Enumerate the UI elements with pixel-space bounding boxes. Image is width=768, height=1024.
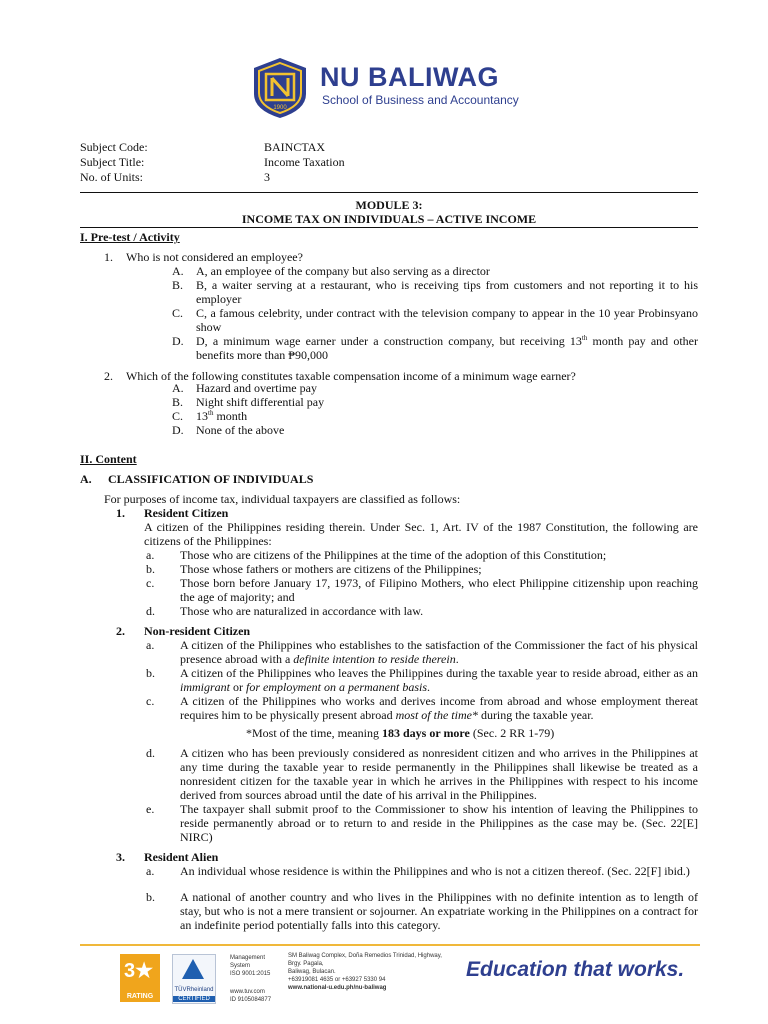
list-item: c. Those born before January 17, 1973, of Filipino Mothers, who elect Philippine citizenship upon reaching the age of majority; and: [146, 576, 698, 604]
option-letter: A.: [172, 264, 184, 278]
option: [172, 395, 698, 409]
question-text: Who is not considered an employee?: [126, 250, 303, 264]
option: [172, 278, 698, 306]
list-item: c. A citizen of the Philippines who works and derives income from abroad and whose employment thereat requires him to be physically present abroad most of the time* during the taxable year.: [146, 694, 698, 722]
meta-value: Income Taxation: [264, 155, 345, 169]
meta-row: [80, 140, 345, 155]
option-text: Night shift differential pay: [196, 395, 325, 409]
list-item: b. A national of another country and who lives in the Philippines with no definite intention as to length of stay, but who is not a mere transient or sojourner. An expatriate working in the Philippines on a contract for an indefinite period potentially falls into this category.: [146, 890, 698, 932]
meta-value: 3: [264, 170, 270, 184]
option-letter: C.: [172, 409, 184, 423]
brand-tagline: School of Business and Accountancy: [322, 93, 519, 107]
divider: [80, 227, 698, 228]
option: [172, 306, 698, 334]
list-item: a. A citizen of the Philippines who establishes to the satisfaction of the Commissioner the fact of his physical presence abroad with a definite intention to reside therein.: [146, 638, 698, 666]
option-letter: B.: [172, 278, 184, 292]
meta-value: BAINCTAX: [264, 140, 326, 154]
option: [172, 423, 698, 437]
list-item: a. Those who are citizens of the Philippines at the time of the adoption of this Constitution;: [146, 548, 607, 562]
subsection-resident-alien: 3. Resident Alien: [116, 850, 219, 864]
meta-row: [80, 170, 345, 185]
option: [172, 409, 698, 423]
option: [172, 264, 698, 278]
svg-text:1900: 1900: [273, 105, 287, 111]
triangle-icon: [182, 959, 204, 979]
option-text: 13th month: [196, 409, 248, 423]
meta-label: No. of Units:: [80, 170, 143, 184]
option-letter: C.: [172, 306, 184, 320]
page-footer: [80, 944, 700, 1006]
content-heading: II. Content: [80, 452, 137, 466]
footer-divider: [80, 944, 700, 946]
question-1: [104, 250, 698, 264]
list-item: e. The taxpayer shall submit proof to the Commissioner to show his intention of leaving the Philippines to reside permanently abroad or to return to and reside in the Philippines as the case may be. (Sec. 22[E] NIRC): [146, 802, 698, 844]
slogan: Education that works.: [466, 958, 685, 981]
list-item: b. A citizen of the Philippines who leaves the Philippines during the taxable year to reside abroad, either as an immigrant or for employment on a permanent basis.: [146, 666, 698, 694]
option-letter: D.: [172, 334, 184, 348]
meta-row: [80, 155, 345, 170]
footnote: *Most of the time, meaning 183 days or more (Sec. 2 RR 1-79): [246, 726, 555, 740]
module-title: MODULE 3:: [355, 198, 423, 212]
page-header: [248, 56, 538, 120]
tuv-certification-badge: [172, 954, 216, 1004]
section-a-heading: A. CLASSIFICATION OF INDIVIDUALS: [80, 472, 314, 486]
star-icon: 3★: [124, 960, 154, 982]
option: [172, 334, 698, 362]
rating-badge: [120, 954, 160, 1002]
meta-label: Subject Code:: [80, 140, 148, 154]
question-number: 1.: [104, 250, 113, 264]
option-letter: A.: [172, 381, 184, 395]
option-text: D, a minimum wage earner under a construction company, but receiving 13th month pay and other benefits more than ₱90,000: [196, 334, 698, 362]
option-text: B, a waiter serving at a restaurant, who is receiving tips from customers and not reporting it to his employer: [196, 278, 698, 306]
pretest-heading: I. Pre-test / Activity: [80, 230, 180, 244]
nu-seal-logo: [248, 56, 312, 120]
rating-label: RATING: [126, 993, 154, 1000]
option-text: A, an employee of the company but also serving as a director: [196, 264, 490, 278]
list-item: a. An individual whose residence is within the Philippines and who is not a citizen thereof. (Sec. 22[F] ibid.): [146, 864, 690, 878]
option: [172, 381, 698, 395]
question-text: Which of the following constitutes taxable compensation income of a minimum wage earner?: [126, 369, 576, 383]
list-item: d. A citizen who has been previously considered as nonresident citizen and who arrives in the Philippines at any time during the taxable year to reside permanently in the Philippines shall likewise be treated as a nonresident citizen for the taxable year in which he arrives in the Philippines with respect to his income derived from sources abroad until the date of his arrival in the Philippines.: [146, 746, 698, 802]
management-system: Management System ISO 9001:2015 www.tuv.com ID 9105084877: [230, 955, 272, 1003]
question-number: 2.: [104, 369, 113, 383]
brand-name: NU BALIWAG: [320, 62, 499, 92]
option-text: None of the above: [196, 423, 285, 437]
course-meta: [80, 140, 345, 185]
option-letter: B.: [172, 395, 184, 409]
intro-text: For purposes of income tax, individual taxpayers are classified as follows:: [104, 492, 461, 506]
resident-citizen-desc: A citizen of the Philippines residing therein. Under Sec. 1, Art. IV of the 1987 Constitution, the following are citizens of the Philippines:: [144, 520, 698, 548]
subsection-nonresident-citizen: 2. Non-resident Citizen: [116, 624, 251, 638]
option-text: Hazard and overtime pay: [196, 381, 317, 395]
tuv-certified: CERTIFIED: [173, 996, 215, 1002]
option-text: C, a famous celebrity, under contract with the television company to appear in the 10 year Probinsyano show: [196, 306, 698, 334]
subsection-resident-citizen: 1. Resident Citizen: [116, 506, 229, 520]
school-address: SM Baliwag Complex, Doña Remedios Trinidad, Highway, Brgy. Pagala, Baliwag, Bulacan. +63919081 4635 or +63927 5330 94 www.national-u.edu.ph/nu-baliwag: [288, 953, 442, 991]
meta-label: Subject Title:: [80, 155, 145, 169]
divider: [80, 192, 698, 193]
list-item: d. Those who are naturalized in accordance with law.: [146, 604, 424, 618]
list-item: b. Those whose fathers or mothers are citizens of the Philippines;: [146, 562, 482, 576]
option-letter: D.: [172, 423, 184, 437]
module-subtitle: INCOME TAX ON INDIVIDUALS – ACTIVE INCOME: [241, 212, 537, 226]
tuv-brand: TÜVRheinland: [174, 987, 214, 993]
